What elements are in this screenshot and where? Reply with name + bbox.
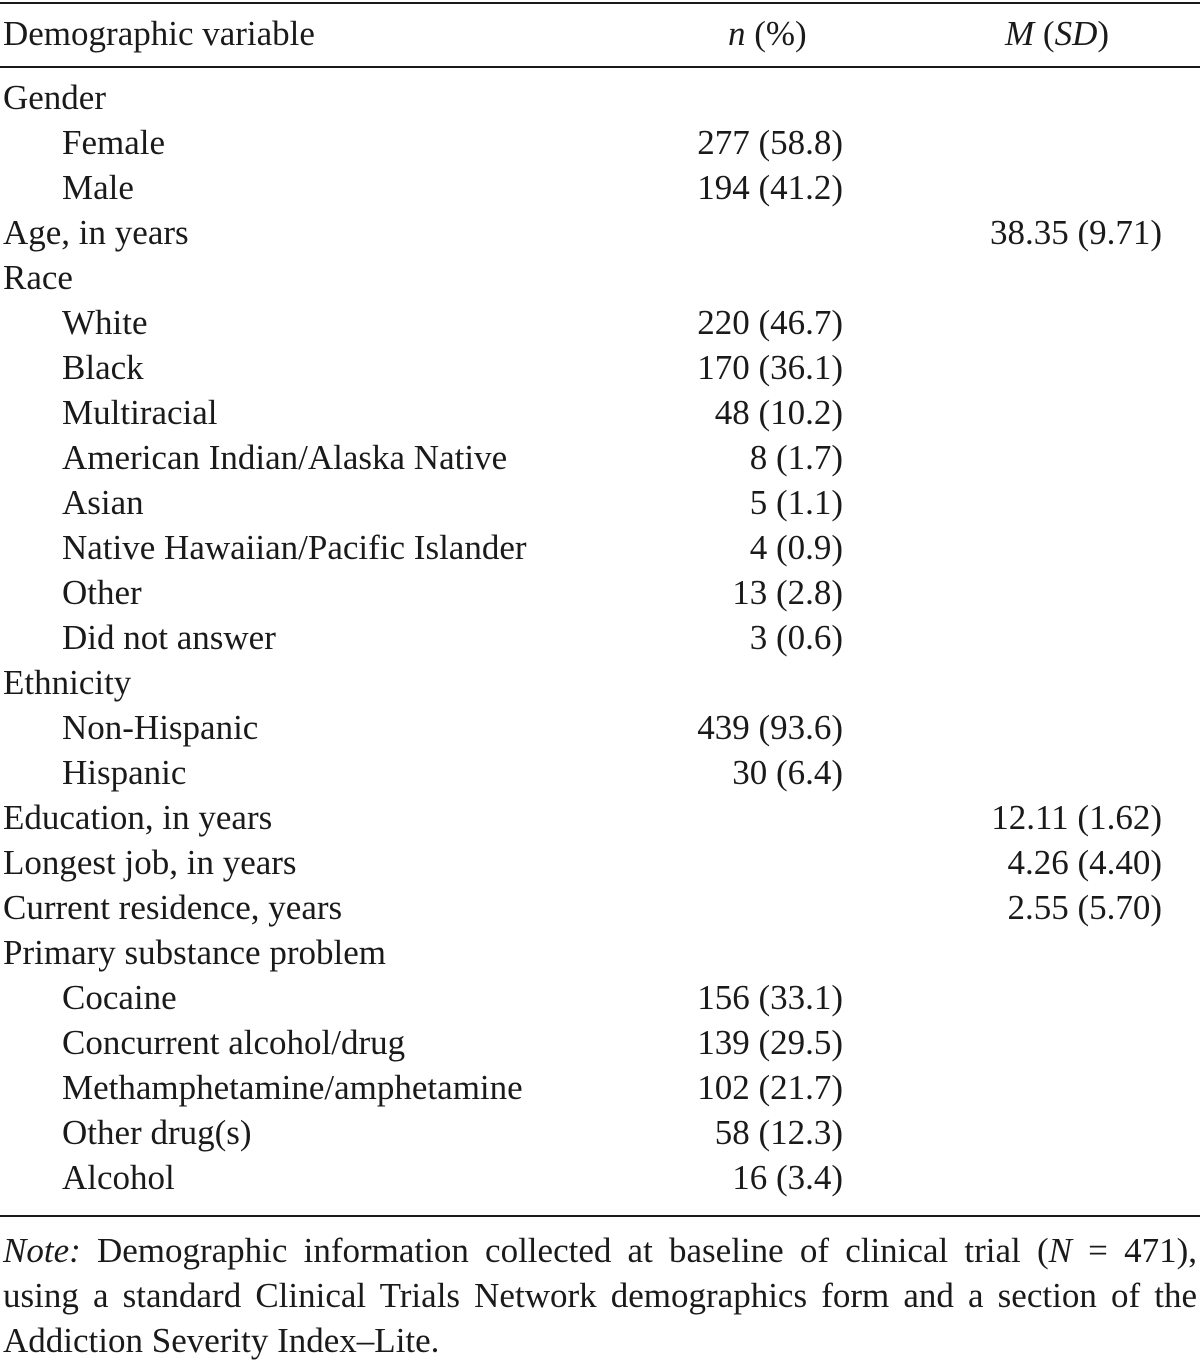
- table-row-subitem: [0, 435, 1200, 480]
- table-row-subitem: [0, 120, 1200, 165]
- row-label: Current residence, years: [3, 888, 343, 927]
- table-row-subitem: [0, 1110, 1200, 1155]
- row-label: Race: [3, 258, 73, 297]
- header-n-percent: [728, 14, 807, 54]
- table-header: [0, 14, 1200, 54]
- row-mean-sd: 12.11 (1.62): [991, 798, 1162, 837]
- row-label: Did not answer: [62, 618, 276, 657]
- row-label: Education, in years: [3, 798, 273, 837]
- bottom-rule: [0, 1215, 1200, 1217]
- row-n-percent: 156 (33.1): [697, 978, 843, 1017]
- table-row-subitem: [0, 525, 1200, 570]
- row-label: Ethnicity: [3, 663, 132, 702]
- row-n-percent: 194 (41.2): [697, 168, 843, 207]
- table-row-category: [0, 840, 1200, 885]
- row-label: Cocaine: [62, 978, 177, 1017]
- table-row-subitem: [0, 570, 1200, 615]
- row-label: Longest job, in years: [3, 843, 297, 882]
- table-row-category: [0, 75, 1200, 120]
- header-m-close: ): [1097, 14, 1109, 53]
- row-label: Male: [62, 168, 134, 207]
- table-body: [0, 75, 1200, 1200]
- row-label: Asian: [62, 483, 144, 522]
- row-label: Hispanic: [62, 753, 187, 792]
- row-label: Female: [62, 123, 166, 162]
- table-row-subitem: [0, 480, 1200, 525]
- table-row-category: [0, 930, 1200, 975]
- row-label: Native Hawaiian/Pacific Islander: [62, 528, 527, 567]
- row-n-percent: 277 (58.8): [697, 123, 843, 162]
- row-mean-sd: 4.26 (4.40): [1007, 843, 1162, 882]
- row-label: Black: [62, 348, 144, 387]
- table-row-category: [0, 795, 1200, 840]
- row-label: Alcohol: [62, 1158, 175, 1197]
- table-row-subitem: [0, 390, 1200, 435]
- table-note: [3, 1228, 1197, 1363]
- table-row-subitem: [0, 750, 1200, 795]
- note-text-2: = 471), using a standard Clinical Trials Network demographics form and a section of the Addiction Severity Index–Lite.: [3, 1231, 1197, 1360]
- table-row-category: [0, 210, 1200, 255]
- header-rule: [0, 66, 1200, 68]
- header-m-open: (: [1034, 14, 1055, 53]
- row-n-percent: 4 (0.9): [749, 528, 843, 567]
- row-label: Primary substance problem: [3, 933, 386, 972]
- header-n-suffix: (%): [745, 14, 807, 53]
- header-mean-sd: [1005, 14, 1109, 54]
- row-label: Multiracial: [62, 393, 218, 432]
- table-row-category: [0, 255, 1200, 300]
- row-n-percent: 220 (46.7): [697, 303, 843, 342]
- row-label: Gender: [3, 78, 107, 117]
- table-row-subitem: [0, 615, 1200, 660]
- table-row-subitem: [0, 1020, 1200, 1065]
- row-mean-sd: 2.55 (5.70): [1007, 888, 1162, 927]
- note-text-1: Demographic information collected at baseline of clinical trial (: [80, 1231, 1049, 1270]
- row-n-percent: 170 (36.1): [697, 348, 843, 387]
- row-n-percent: 8 (1.7): [749, 438, 843, 477]
- row-n-percent: 102 (21.7): [697, 1068, 843, 1107]
- table-row-subitem: [0, 705, 1200, 750]
- row-label: Non-Hispanic: [62, 708, 259, 747]
- note-prefix: Note:: [3, 1231, 81, 1270]
- row-label: Methamphetamine/amphetamine: [62, 1068, 523, 1107]
- row-mean-sd: 38.35 (9.71): [989, 213, 1162, 252]
- row-n-percent: 439 (93.6): [697, 708, 843, 747]
- row-n-percent: 30 (6.4): [732, 753, 843, 792]
- row-n-percent: 48 (10.2): [714, 393, 843, 432]
- row-label: White: [62, 303, 148, 342]
- header-m-symbol: M: [1005, 14, 1035, 53]
- row-n-percent: 16 (3.4): [732, 1158, 843, 1197]
- row-label: Age, in years: [3, 213, 189, 252]
- top-rule: [0, 2, 1200, 4]
- row-label: Concurrent alcohol/drug: [62, 1023, 406, 1062]
- row-n-percent: 13 (2.8): [732, 573, 843, 612]
- table-row-subitem: [0, 345, 1200, 390]
- table-row-subitem: [0, 1155, 1200, 1200]
- row-n-percent: 58 (12.3): [714, 1113, 843, 1152]
- table-row-subitem: [0, 1065, 1200, 1110]
- row-label: Other: [62, 573, 142, 612]
- row-label: American Indian/Alaska Native: [62, 438, 508, 477]
- table-row-subitem: [0, 300, 1200, 345]
- table-row-category: [0, 660, 1200, 705]
- row-label: Other drug(s): [62, 1113, 252, 1152]
- header-n-symbol: n: [728, 14, 746, 53]
- note-N-symbol: N: [1048, 1231, 1072, 1270]
- table-row-subitem: [0, 165, 1200, 210]
- table-row-category: [0, 885, 1200, 930]
- row-n-percent: 3 (0.6): [749, 618, 843, 657]
- table-row-subitem: [0, 975, 1200, 1020]
- row-n-percent: 5 (1.1): [749, 483, 843, 522]
- header-variable: Demographic variable: [3, 14, 315, 53]
- row-n-percent: 139 (29.5): [697, 1023, 843, 1062]
- header-sd-symbol: SD: [1054, 14, 1098, 53]
